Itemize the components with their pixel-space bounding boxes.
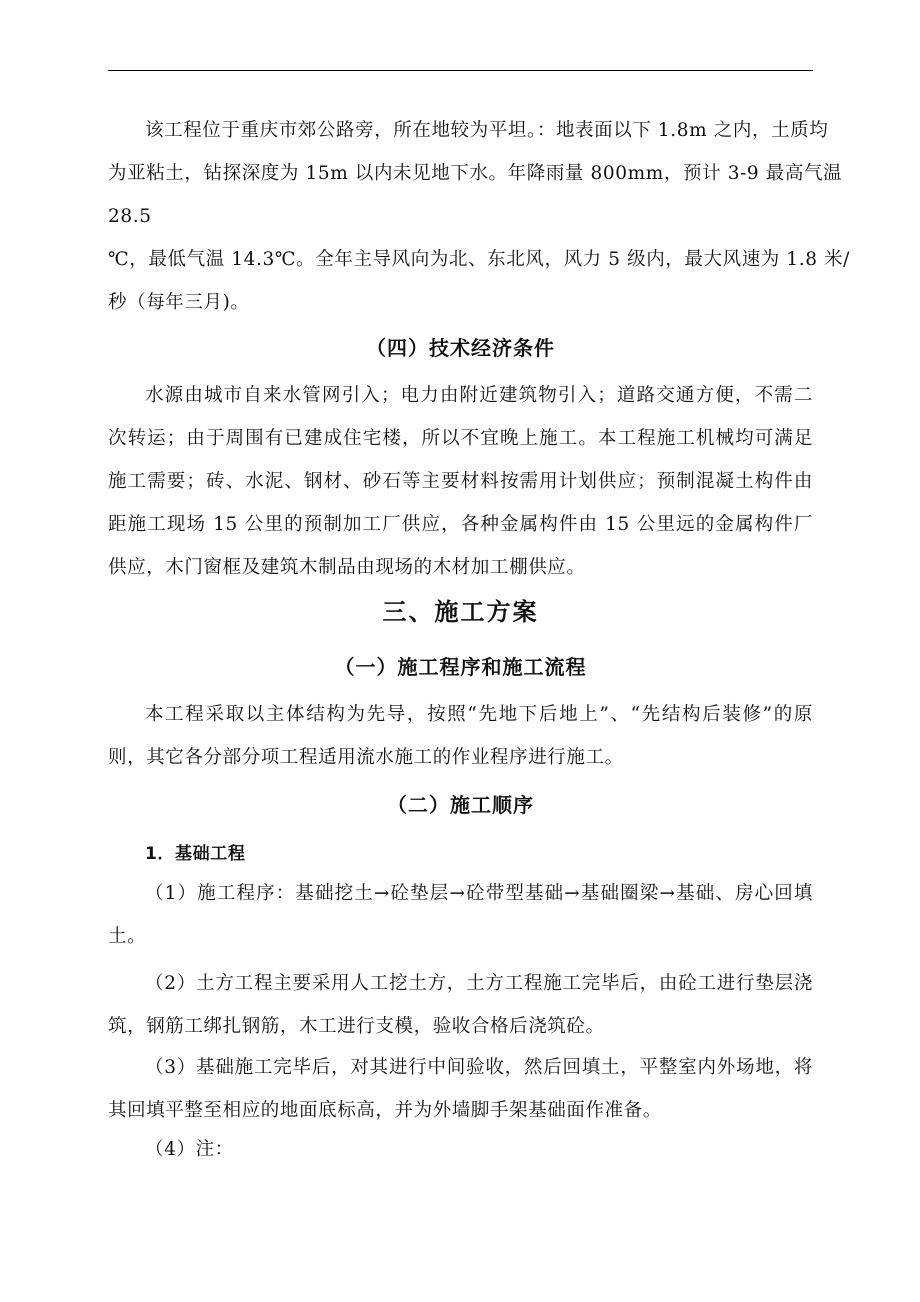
list-item-1: （1）施工程序：基础挖土→砼垫层→砼带型基础→基础圈梁→基础、房心回填土。	[108, 883, 813, 947]
site-conditions-line-5: 秒（每年三月)。	[108, 292, 250, 313]
section-heading-procedure: （一）施工程序和施工流程	[334, 655, 587, 679]
tech-economic-paragraph: 水源由城市自来水管网引入；电力由附近建筑物引入；道路交通方便，不需二次转运；由于周围有已建成住宅楼，所以不宜晚上施工。本工程施工机械均可满足施工需要；砖、水泥、钢材、砂石等主要材料按需用计划供应；预制混凝土构件由距施工现场 15 公里的预制加工厂供应，各种金属构件由 15 公里远的金属构件厂供应，木门窗框及建筑木制品由现场的木材加工棚供应。	[108, 385, 813, 578]
section-heading-sequence: （二）施工顺序	[387, 793, 534, 817]
list-item-4: （4）注：	[145, 1139, 234, 1160]
site-conditions-line-3: 28.5	[108, 206, 152, 227]
header-rule	[108, 70, 813, 71]
list-item-2: （2）土方工程主要采用人工挖土方，土方工程施工完毕后，由砼工进行垫层浇筑，钢筋工绑扎钢筋，木工进行支模，验收合格后浇筑砼。	[108, 973, 813, 1037]
section-heading-tech-economic: （四）技术经济条件	[366, 336, 555, 360]
site-conditions-line-4: ℃，最低气温 14.3℃。全年主导风向为北、东北风，风力 5 级内，最大风速为 1.8 米/	[108, 249, 851, 270]
list-item-3: （3）基础施工完毕后，对其进行中间验收，然后回填土，平整室内外场地，将其回填平整至相应的地面底标高，并为外墙脚手架基础面作准备。	[108, 1057, 813, 1121]
subheading-foundation: 1．基础工程	[145, 844, 246, 864]
procedure-paragraph: 本工程采取以主体结构为先导，按照“先地下后地上”、“先结构后装修”的原则，其它各分部分项工程适用流水施工的作业程序进行施工。	[108, 704, 813, 768]
site-conditions-line-2: 为亚粘土，钻探深度为 15m 以内未见地下水。年降雨量 800mm，预计 3-9 最高气温	[108, 163, 843, 184]
site-conditions-line-1: 该工程位于重庆市郊公路旁，所在地较为平坦。：地表面以下 1.8m 之内，土质均	[145, 120, 829, 141]
chapter-heading-construction-plan: 三、施工方案	[382, 598, 539, 626]
